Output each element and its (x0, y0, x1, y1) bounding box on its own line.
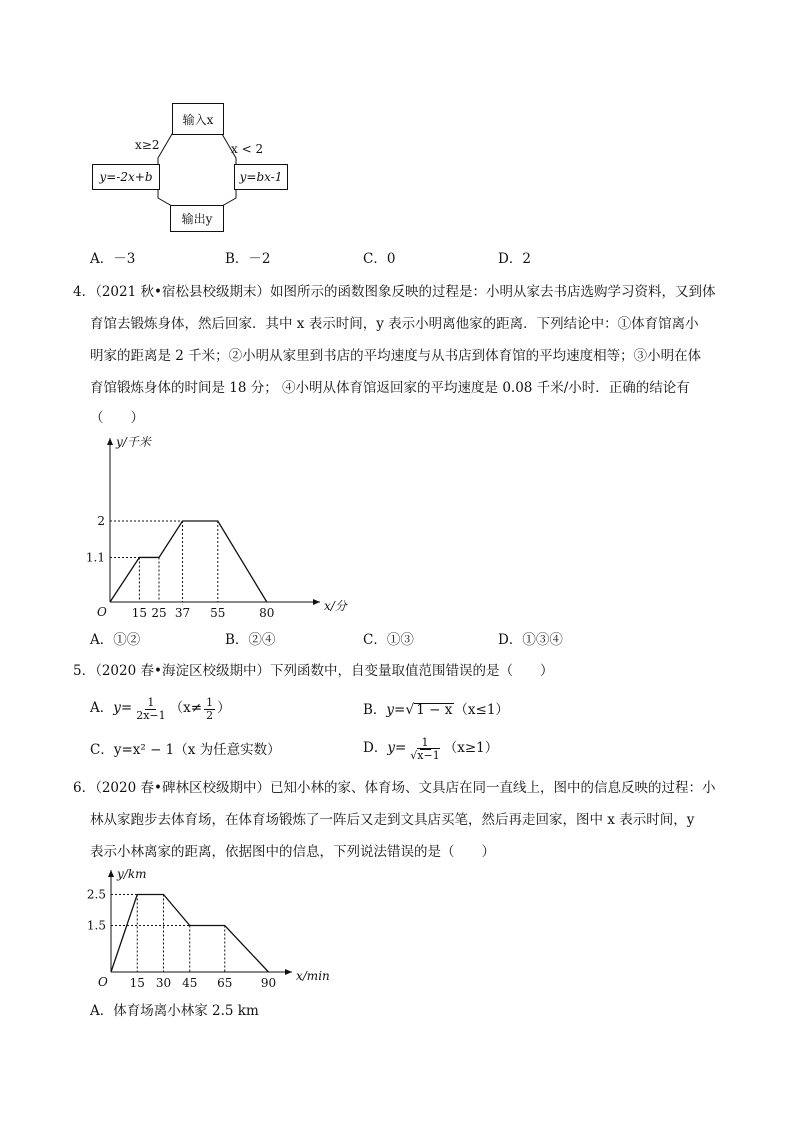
y-axis-arrow-icon (107, 438, 113, 445)
x-tick-label: 55 (210, 606, 226, 620)
x-axis-label: x/min (296, 969, 330, 983)
x-tick-label: 65 (217, 976, 233, 990)
y-tick-label: 2.5 (86, 887, 106, 902)
flowchart-octagon-lines (0, 0, 793, 240)
q3-option-a: A．－3 (90, 251, 136, 267)
x-tick-label: 15 (129, 976, 145, 990)
right-condition: x < 2 (231, 142, 264, 156)
sqrt-icon: √ (410, 748, 418, 762)
x-tick-label: 45 (182, 976, 198, 990)
q5-d-y: y= (387, 740, 407, 757)
y-axis-label: y/千米 (116, 435, 151, 449)
q5-stem: 5．（2020 春•海淀区校级期中）下列函数中，自变量取值范围错误的是（ ） (73, 663, 554, 679)
q5-option-d (363, 737, 498, 761)
q4-option-a: A．①② (90, 632, 141, 648)
q5-a-y: y= (113, 700, 133, 717)
q5-b-y: y= (386, 701, 406, 718)
q5-b-cond: （x≤1） (454, 701, 509, 718)
q5-option-b (363, 703, 509, 718)
q4-line-1: 4．（2021 秋•宿松县校级期末）如图所示的函数图象反映的过程是：小明从家去书店选购学习资料，又到体 (73, 284, 716, 300)
q5-a-cond-numerator: 1 (206, 696, 214, 709)
q3-option-c: C．0 (363, 251, 396, 267)
sqrt-icon: √ (405, 702, 415, 719)
q4-line-3: 明家的距离是 2 千米；②小明从家里到书店的平均速度与从书店到体育馆的平均速度相等；③小明在体 (90, 348, 702, 364)
series-line (110, 521, 267, 602)
q5-a-numerator: 1 (147, 696, 155, 709)
q4-line-2: 育馆去锻炼身体，然后回家．其中 x 表示时间，y 表示小明离他家的距离．下列结论中：①体育馆离小 (90, 316, 699, 332)
left-formula-box (92, 164, 160, 190)
origin-label: O (98, 975, 108, 989)
y-tick-label: 2 (97, 514, 105, 528)
q4-line-4: 育馆锻炼身体的时间是 18 分； ④小明从体育馆返回家的平均速度是 0.08 千米/小时．正确的结论有 (90, 380, 690, 396)
q3-option-b: B．－2 (225, 251, 271, 267)
q4-option-d: D．①③④ (498, 632, 563, 648)
q5-option-a (90, 697, 231, 721)
q4-line-5: （ ） (90, 410, 144, 426)
q5-d-cond: （x≥1） (443, 740, 499, 757)
q5-a-denominator: 2x−1 (136, 708, 166, 722)
x-tick-label: 25 (151, 606, 167, 620)
q5-a-cond-denominator: 2 (206, 708, 214, 722)
q5-d-denominator (408, 750, 441, 762)
q5-d-fraction (408, 737, 441, 761)
left-condition: x≥2 (135, 138, 160, 152)
q5-b-radicand: 1 − x (416, 702, 453, 718)
q6-line-3: 表示小林离家的距离，依据图中的信息，下列说法错误的是（ ） (90, 844, 495, 860)
input-box (172, 103, 224, 135)
q4-chart (0, 430, 793, 630)
q5-d-radicand: x−1 (417, 748, 440, 762)
x-axis-label: x/分 (324, 599, 347, 613)
x-axis-arrow-icon (285, 969, 292, 975)
origin-label: O (97, 605, 107, 619)
q6-line-1: 6．（2020 春•碑林区校级期中）已知小林的家、体育场、文具店在同一直线上，图中的信息反映的过程：小 (73, 780, 716, 796)
q5-b-prefix: B． (363, 701, 387, 718)
q6-chart (0, 862, 793, 1002)
x-tick-label: 90 (260, 976, 277, 990)
q5-a-cond-fraction (204, 697, 215, 721)
output-label: 输出y (181, 212, 213, 226)
x-tick-label: 15 (131, 606, 148, 620)
output-box (170, 205, 224, 232)
q5-a-cond-pre: （x≠ (169, 700, 203, 717)
input-label: 输入x (182, 112, 214, 127)
q5-option-c: C．y=x² − 1（x 为任意实数） (90, 742, 281, 758)
x-tick-label: 80 (259, 606, 275, 620)
x-tick-label: 37 (174, 606, 191, 620)
x-tick-label: 30 (155, 976, 172, 990)
q5-a-cond-post: ） (217, 700, 231, 717)
right-formula-box (234, 164, 288, 190)
q5-a-fraction (134, 697, 167, 721)
y-tick-label: 1.5 (86, 918, 106, 933)
q6-line-2: 林从家跑步去体育场，在体育场锻炼了一阵后又走到文具店买笔，然后再走回家，图中 x 表示时间，y (90, 812, 695, 828)
right-formula: y=bx-1 (239, 170, 283, 184)
q5-d-numerator: 1 (421, 736, 429, 749)
y-axis-label: y/km (117, 867, 147, 881)
q6-option-a: A．体育场离小林家 2.5 km (90, 1003, 259, 1019)
q4-option-b: B．②④ (225, 632, 276, 648)
q5-a-prefix: A． (90, 700, 114, 717)
q4-option-c: C．①③ (363, 632, 414, 648)
left-formula: y=-2x+b (99, 170, 153, 184)
q5-d-prefix: D． (363, 740, 388, 757)
y-axis-arrow-icon (108, 870, 114, 877)
y-tick-label: 1.1 (85, 550, 105, 565)
series-line (111, 895, 269, 973)
x-axis-arrow-icon (313, 599, 320, 605)
q3-option-d: D．2 (498, 251, 531, 267)
